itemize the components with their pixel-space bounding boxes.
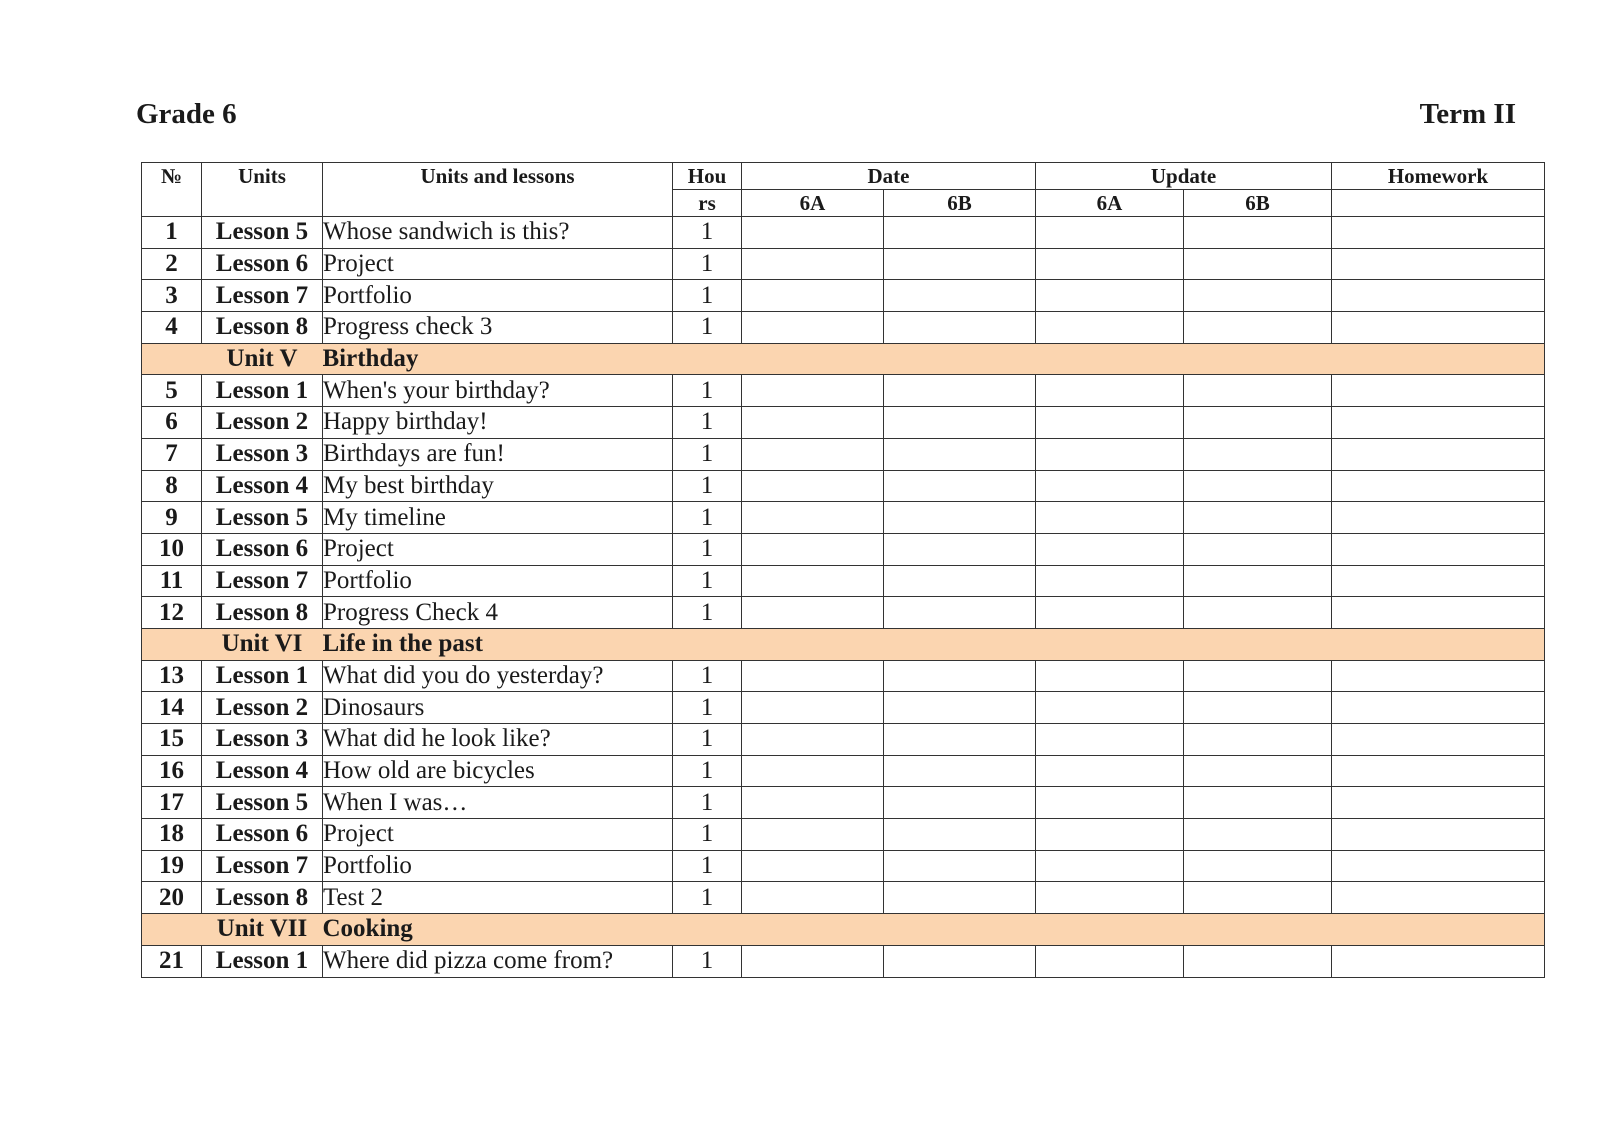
row-number: 15 <box>142 724 202 756</box>
date-6a-cell[interactable] <box>742 438 884 470</box>
lesson-plan-table <box>141 162 1545 978</box>
update-6a-cell[interactable] <box>1036 438 1184 470</box>
table-row <box>142 692 1545 724</box>
lesson-hours: 1 <box>673 375 742 407</box>
homework-cell[interactable] <box>1332 217 1545 249</box>
lesson-label: Lesson 6 <box>202 248 323 280</box>
row-number: 8 <box>142 470 202 502</box>
date-6a-cell[interactable] <box>742 787 884 819</box>
homework-cell[interactable] <box>1332 312 1545 344</box>
date-6b-cell[interactable] <box>884 533 1036 565</box>
unit-label: Unit V <box>202 343 323 375</box>
lesson-hours: 1 <box>673 819 742 851</box>
homework-cell[interactable] <box>1332 692 1545 724</box>
table-row <box>142 280 1545 312</box>
lesson-hours: 1 <box>673 280 742 312</box>
table-row <box>142 850 1545 882</box>
table-row <box>142 660 1545 692</box>
update-6a-cell[interactable] <box>1036 850 1184 882</box>
row-number: 10 <box>142 533 202 565</box>
row-number: 13 <box>142 660 202 692</box>
lesson-title: When I was… <box>323 787 673 819</box>
date-6b-cell[interactable] <box>884 882 1036 914</box>
lesson-hours: 1 <box>673 217 742 249</box>
table-row <box>142 597 1545 629</box>
update-6b-cell[interactable] <box>1184 407 1332 439</box>
lesson-hours: 1 <box>673 470 742 502</box>
row-number: 18 <box>142 819 202 851</box>
date-6a-cell[interactable] <box>742 248 884 280</box>
homework-cell[interactable] <box>1332 470 1545 502</box>
update-6b-cell[interactable] <box>1184 502 1332 534</box>
date-6b-cell[interactable] <box>884 280 1036 312</box>
update-6b-cell[interactable] <box>1184 597 1332 629</box>
row-number: 5 <box>142 375 202 407</box>
lesson-hours: 1 <box>673 660 742 692</box>
row-number: 3 <box>142 280 202 312</box>
column-header-update-6a: 6A <box>1036 190 1184 217</box>
date-6a-cell[interactable] <box>742 755 884 787</box>
lesson-label: Lesson 4 <box>202 755 323 787</box>
lesson-title: Project <box>323 248 673 280</box>
lesson-label: Lesson 7 <box>202 565 323 597</box>
update-6a-cell[interactable] <box>1036 660 1184 692</box>
table-row <box>142 470 1545 502</box>
table-row <box>142 819 1545 851</box>
update-6b-cell[interactable] <box>1184 724 1332 756</box>
row-number: 2 <box>142 248 202 280</box>
row-number: 4 <box>142 312 202 344</box>
date-6a-cell[interactable] <box>742 280 884 312</box>
date-6a-cell[interactable] <box>742 375 884 407</box>
lesson-hours: 1 <box>673 438 742 470</box>
date-6b-cell[interactable] <box>884 407 1036 439</box>
date-6a-cell[interactable] <box>742 692 884 724</box>
row-number: 11 <box>142 565 202 597</box>
date-6a-cell[interactable] <box>742 882 884 914</box>
homework-cell[interactable] <box>1332 755 1545 787</box>
lesson-hours: 1 <box>673 787 742 819</box>
table-row <box>142 755 1545 787</box>
column-header-update: Update <box>1036 163 1332 190</box>
update-6b-cell[interactable] <box>1184 819 1332 851</box>
date-6a-cell[interactable] <box>742 597 884 629</box>
update-6a-cell[interactable] <box>1036 248 1184 280</box>
lesson-label: Lesson 8 <box>202 882 323 914</box>
table-row <box>142 248 1545 280</box>
table-row <box>142 407 1545 439</box>
table-row <box>142 533 1545 565</box>
update-6b-cell[interactable] <box>1184 565 1332 597</box>
unit-name: Birthday <box>323 343 1545 375</box>
date-6a-cell[interactable] <box>742 660 884 692</box>
date-6b-cell[interactable] <box>884 502 1036 534</box>
lesson-title: Project <box>323 819 673 851</box>
update-6a-cell[interactable] <box>1036 565 1184 597</box>
date-6b-cell[interactable] <box>884 565 1036 597</box>
lesson-hours: 1 <box>673 502 742 534</box>
unit-row-spacer <box>142 628 202 660</box>
lesson-title: Progress check 3 <box>323 312 673 344</box>
lesson-title: Birthdays are fun! <box>323 438 673 470</box>
row-number: 6 <box>142 407 202 439</box>
table-header <box>142 163 1545 217</box>
date-6b-cell[interactable] <box>884 755 1036 787</box>
lesson-hours: 1 <box>673 945 742 977</box>
column-header-date-6b: 6B <box>884 190 1036 217</box>
date-6a-cell[interactable] <box>742 945 884 977</box>
update-6a-cell[interactable] <box>1036 819 1184 851</box>
update-6b-cell[interactable] <box>1184 217 1332 249</box>
homework-cell[interactable] <box>1332 248 1545 280</box>
lesson-label: Lesson 5 <box>202 217 323 249</box>
homework-cell[interactable] <box>1332 660 1545 692</box>
date-6a-cell[interactable] <box>742 724 884 756</box>
row-number: 14 <box>142 692 202 724</box>
table-row <box>142 312 1545 344</box>
homework-cell[interactable] <box>1332 280 1545 312</box>
lesson-title: My best birthday <box>323 470 673 502</box>
lesson-hours: 1 <box>673 597 742 629</box>
lesson-label: Lesson 1 <box>202 375 323 407</box>
update-6a-cell[interactable] <box>1036 407 1184 439</box>
date-6b-cell[interactable] <box>884 724 1036 756</box>
date-6a-cell[interactable] <box>742 312 884 344</box>
date-6b-cell[interactable] <box>884 787 1036 819</box>
table-row <box>142 502 1545 534</box>
lesson-hours: 1 <box>673 755 742 787</box>
update-6a-cell[interactable] <box>1036 597 1184 629</box>
column-header-number: № <box>142 163 202 217</box>
lesson-label: Lesson 1 <box>202 660 323 692</box>
update-6a-cell[interactable] <box>1036 692 1184 724</box>
column-header-units: Units <box>202 163 323 217</box>
date-6a-cell[interactable] <box>742 470 884 502</box>
lesson-title: Happy birthday! <box>323 407 673 439</box>
homework-cell[interactable] <box>1332 724 1545 756</box>
update-6a-cell[interactable] <box>1036 280 1184 312</box>
update-6b-cell[interactable] <box>1184 755 1332 787</box>
lesson-title: Progress Check 4 <box>323 597 673 629</box>
row-number: 12 <box>142 597 202 629</box>
date-6b-cell[interactable] <box>884 312 1036 344</box>
lesson-hours: 1 <box>673 533 742 565</box>
row-number: 9 <box>142 502 202 534</box>
update-6a-cell[interactable] <box>1036 470 1184 502</box>
lesson-title: Portfolio <box>323 850 673 882</box>
lesson-label: Lesson 1 <box>202 945 323 977</box>
unit-row <box>142 628 1545 660</box>
column-header-date: Date <box>742 163 1036 190</box>
update-6a-cell[interactable] <box>1036 502 1184 534</box>
lesson-title: What did you do yesterday? <box>323 660 673 692</box>
update-6a-cell[interactable] <box>1036 375 1184 407</box>
unit-row-spacer <box>142 914 202 946</box>
update-6a-cell[interactable] <box>1036 217 1184 249</box>
update-6b-cell[interactable] <box>1184 882 1332 914</box>
homework-cell[interactable] <box>1332 533 1545 565</box>
unit-label: Unit VI <box>202 628 323 660</box>
lesson-hours: 1 <box>673 407 742 439</box>
homework-cell[interactable] <box>1332 597 1545 629</box>
date-6b-cell[interactable] <box>884 597 1036 629</box>
table-row <box>142 945 1545 977</box>
date-6a-cell[interactable] <box>742 533 884 565</box>
lesson-title: What did he look like? <box>323 724 673 756</box>
row-number: 7 <box>142 438 202 470</box>
date-6b-cell[interactable] <box>884 375 1036 407</box>
lesson-hours: 1 <box>673 312 742 344</box>
date-6b-cell[interactable] <box>884 945 1036 977</box>
update-6a-cell[interactable] <box>1036 787 1184 819</box>
lesson-hours: 1 <box>673 882 742 914</box>
unit-label: Unit VII <box>202 914 323 946</box>
column-header-date-6a: 6A <box>742 190 884 217</box>
row-number: 21 <box>142 945 202 977</box>
lesson-label: Lesson 6 <box>202 533 323 565</box>
lesson-label: Lesson 7 <box>202 850 323 882</box>
table-row <box>142 375 1545 407</box>
update-6b-cell[interactable] <box>1184 312 1332 344</box>
update-6a-cell[interactable] <box>1036 533 1184 565</box>
update-6a-cell[interactable] <box>1036 882 1184 914</box>
homework-cell[interactable] <box>1332 850 1545 882</box>
table-row <box>142 724 1545 756</box>
update-6b-cell[interactable] <box>1184 692 1332 724</box>
update-6b-cell[interactable] <box>1184 660 1332 692</box>
lesson-title: Dinosaurs <box>323 692 673 724</box>
lesson-title: Test 2 <box>323 882 673 914</box>
update-6b-cell[interactable] <box>1184 280 1332 312</box>
lesson-label: Lesson 2 <box>202 692 323 724</box>
table-row <box>142 565 1545 597</box>
table-row <box>142 217 1545 249</box>
lesson-label: Lesson 4 <box>202 470 323 502</box>
lesson-hours: 1 <box>673 850 742 882</box>
lesson-label: Lesson 3 <box>202 438 323 470</box>
column-header-homework: Homework <box>1332 163 1545 190</box>
lesson-hours: 1 <box>673 248 742 280</box>
lesson-label: Lesson 5 <box>202 787 323 819</box>
update-6a-cell[interactable] <box>1036 724 1184 756</box>
table-row <box>142 787 1545 819</box>
row-number: 17 <box>142 787 202 819</box>
date-6b-cell[interactable] <box>884 438 1036 470</box>
date-6b-cell[interactable] <box>884 819 1036 851</box>
column-header-update-6b: 6B <box>1184 190 1332 217</box>
lesson-title: Where did pizza come from? <box>323 945 673 977</box>
lesson-title: When's your birthday? <box>323 375 673 407</box>
homework-cell[interactable] <box>1332 882 1545 914</box>
update-6b-cell[interactable] <box>1184 850 1332 882</box>
table-body <box>142 217 1545 978</box>
lesson-hours: 1 <box>673 565 742 597</box>
update-6b-cell[interactable] <box>1184 248 1332 280</box>
table-row <box>142 882 1545 914</box>
homework-cell[interactable] <box>1332 945 1545 977</box>
lesson-label: Lesson 8 <box>202 597 323 629</box>
lesson-title: Portfolio <box>323 280 673 312</box>
lesson-hours: 1 <box>673 724 742 756</box>
date-6b-cell[interactable] <box>884 248 1036 280</box>
row-number: 20 <box>142 882 202 914</box>
update-6a-cell[interactable] <box>1036 312 1184 344</box>
date-6a-cell[interactable] <box>742 850 884 882</box>
lesson-label: Lesson 7 <box>202 280 323 312</box>
lesson-label: Lesson 3 <box>202 724 323 756</box>
update-6b-cell[interactable] <box>1184 470 1332 502</box>
update-6b-cell[interactable] <box>1184 375 1332 407</box>
lesson-title: How old are bicycles <box>323 755 673 787</box>
table-row <box>142 438 1545 470</box>
lesson-hours: 1 <box>673 692 742 724</box>
update-6b-cell[interactable] <box>1184 533 1332 565</box>
homework-cell[interactable] <box>1332 438 1545 470</box>
row-number: 1 <box>142 217 202 249</box>
date-6b-cell[interactable] <box>884 660 1036 692</box>
lesson-title: My timeline <box>323 502 673 534</box>
homework-cell[interactable] <box>1332 375 1545 407</box>
update-6b-cell[interactable] <box>1184 438 1332 470</box>
lesson-title: Whose sandwich is this? <box>323 217 673 249</box>
update-6b-cell[interactable] <box>1184 787 1332 819</box>
date-6b-cell[interactable] <box>884 217 1036 249</box>
lesson-label: Lesson 8 <box>202 312 323 344</box>
column-header-homework-empty <box>1332 190 1545 217</box>
unit-name: Cooking <box>323 914 1545 946</box>
grade-heading: Grade 6 <box>136 98 237 130</box>
homework-cell[interactable] <box>1332 565 1545 597</box>
date-6b-cell[interactable] <box>884 850 1036 882</box>
lesson-label: Lesson 5 <box>202 502 323 534</box>
date-6b-cell[interactable] <box>884 692 1036 724</box>
row-number: 19 <box>142 850 202 882</box>
homework-cell[interactable] <box>1332 502 1545 534</box>
update-6b-cell[interactable] <box>1184 945 1332 977</box>
homework-cell[interactable] <box>1332 407 1545 439</box>
homework-cell[interactable] <box>1332 787 1545 819</box>
date-6b-cell[interactable] <box>884 470 1036 502</box>
date-6a-cell[interactable] <box>742 217 884 249</box>
date-6a-cell[interactable] <box>742 565 884 597</box>
lesson-title: Project <box>323 533 673 565</box>
column-header-hours-top: Hou <box>673 163 742 190</box>
unit-row <box>142 343 1545 375</box>
row-number: 16 <box>142 755 202 787</box>
date-6a-cell[interactable] <box>742 502 884 534</box>
column-header-lessons: Units and lessons <box>323 163 673 217</box>
update-6a-cell[interactable] <box>1036 945 1184 977</box>
unit-name: Life in the past <box>323 628 1545 660</box>
lesson-title: Portfolio <box>323 565 673 597</box>
date-6a-cell[interactable] <box>742 819 884 851</box>
lesson-label: Lesson 2 <box>202 407 323 439</box>
date-6a-cell[interactable] <box>742 407 884 439</box>
update-6a-cell[interactable] <box>1036 755 1184 787</box>
term-heading: Term II <box>1419 98 1516 130</box>
unit-row <box>142 914 1545 946</box>
lesson-label: Lesson 6 <box>202 819 323 851</box>
unit-row-spacer <box>142 343 202 375</box>
column-header-hours-bottom: rs <box>673 190 742 217</box>
homework-cell[interactable] <box>1332 819 1545 851</box>
